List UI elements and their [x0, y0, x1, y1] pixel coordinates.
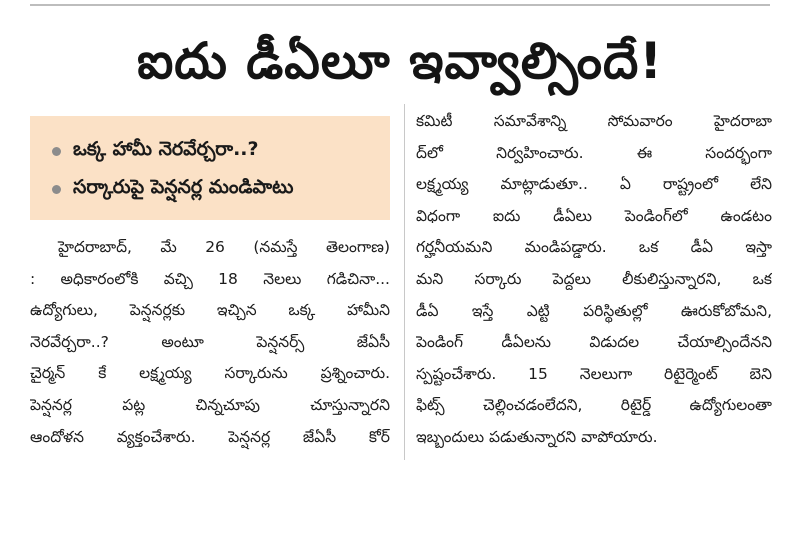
- text-line: కమిటీ సమావేశాన్ని సోమవారం హైదరాబా: [416, 112, 772, 130]
- article-right-column: [416, 106, 772, 454]
- text-line: లక్ష్మయ్య మాట్లాడుతూ.. ఏ రాష్ట్రంలో లేని: [416, 175, 772, 194]
- bullet-icon: [52, 185, 61, 194]
- article-headline: ఐదు డీఏలూ ఇవ్వాల్సిందే!: [136, 32, 664, 90]
- highlight-item: [52, 170, 390, 208]
- text-line: చైర్మన్‌ కే లక్ష్మయ్య సర్కారును ప్రశ్నించారు.: [30, 364, 390, 383]
- article-left-column: [30, 232, 390, 453]
- text-line: మని సర్కారు పెద్దలు లీకులిస్తున్నారని, ఒక: [416, 269, 772, 288]
- text-line: డీఏ ఇస్తే ఎట్టి పరిస్థితుల్లో ఊరుకోబోమని,: [416, 301, 772, 320]
- text-line: పెండింగ్‌ డీఏలను విడుదల చేయాల్సిందేనని: [416, 333, 772, 352]
- top-rule: [30, 4, 770, 6]
- column-divider: [404, 104, 405, 460]
- text-line: ఇబ్బందులు పడుతున్నారని వాపోయారు.: [416, 427, 658, 446]
- text-line: నెరవేర్చరా..? అంటూ పెన్షనర్స్‌ జేఏసీ: [30, 332, 390, 351]
- text-line: ఫిట్స్‌ చెల్లించడంలేదని, రిటైర్డ్‌ ఉద్యోగులంతా: [416, 396, 772, 415]
- text-line: విధంగా ఐదు డీఏలు పెండింగ్‌లో ఉండటం: [416, 206, 772, 225]
- text-line: : అధికారంలోకి వచ్చి 18 నెలలు గడిచినా...: [30, 269, 390, 288]
- text-line: పెన్షనర్ల పట్ల చిన్నచూపు చూస్తున్నారని: [30, 395, 390, 414]
- text-line: గర్హనీయమని మండిపడ్డారు. ఒక డీఏ ఇస్తా: [416, 238, 772, 257]
- highlight-item: [52, 132, 390, 170]
- highlights-box: [30, 116, 390, 220]
- text-line: ద్‌లో నిర్వహించారు. ఈ సందర్భంగా: [416, 143, 772, 162]
- highlight-text: సర్కారుపై పెన్షనర్ల మండిపాటు: [73, 175, 294, 198]
- bullet-icon: [52, 147, 61, 156]
- text-line: ఆందోళన వ్యక్తంచేశారు. పెన్షనర్ల జేఏసీ కోర్‌: [30, 427, 390, 446]
- text-line: స్పష్టంచేశారు. 15 నెలలుగా రిటైర్మెంట్‌ బెని: [416, 364, 772, 383]
- text-line: ఉద్యోగులు, పెన్షనర్లకు ఇచ్చిన ఒక్క హామీని: [30, 301, 390, 320]
- highlight-text: ఒక్క హామీ నెరవేర్చరా..?: [73, 137, 259, 160]
- text-line: హైదరాబాద్‌, మే 26 (నమస్తే తెలంగాణ): [58, 238, 390, 256]
